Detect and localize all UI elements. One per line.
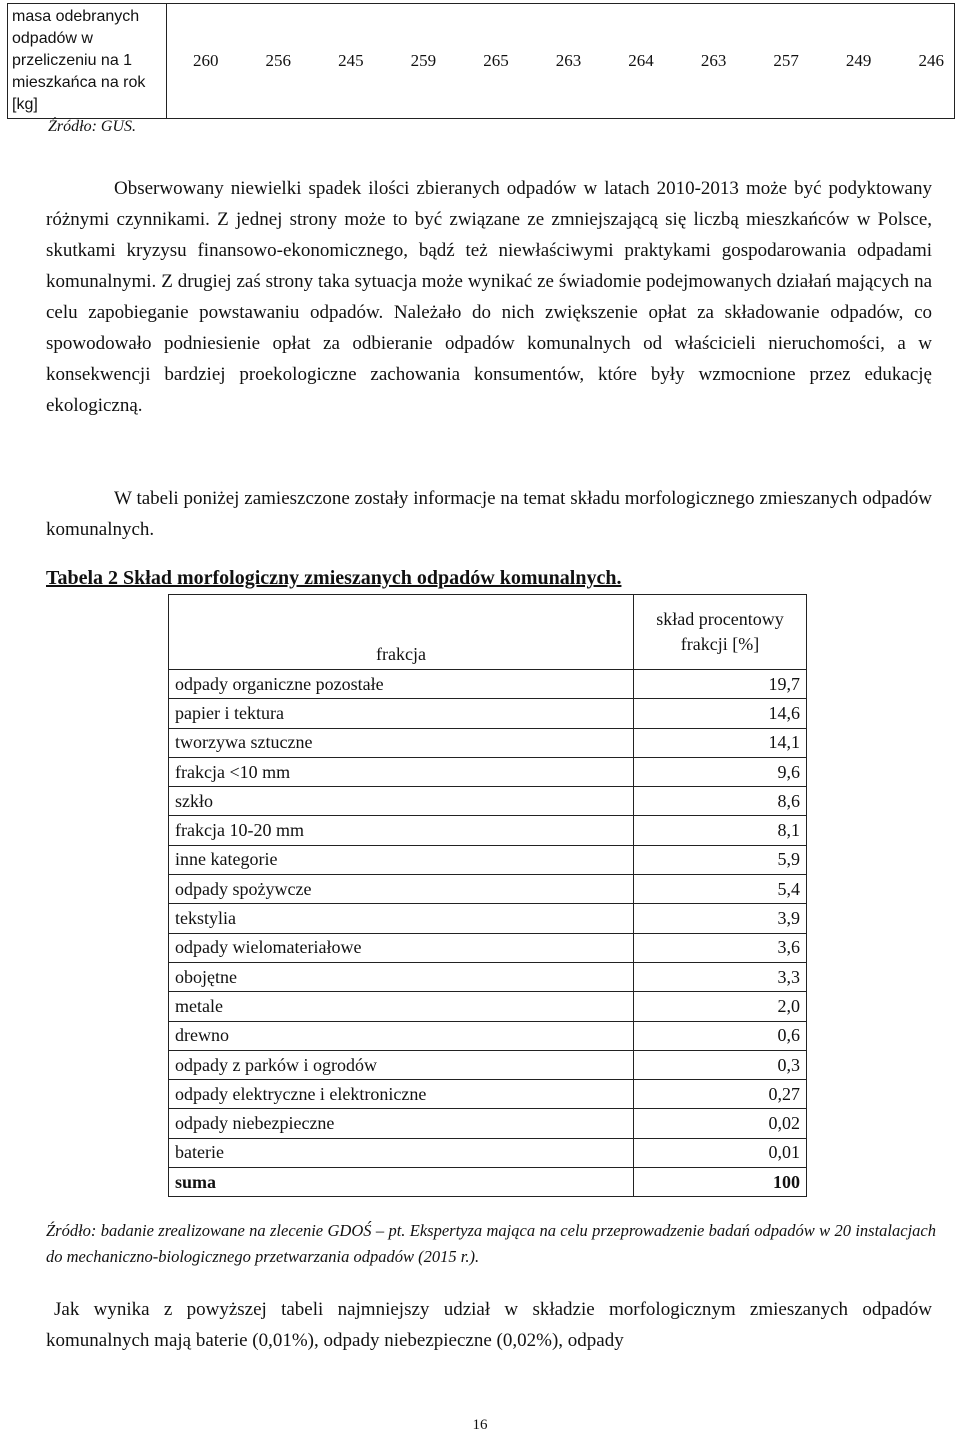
table-row [169, 845, 807, 874]
sum-value: 100 [634, 1168, 807, 1197]
fraction-percent: 0,02 [634, 1109, 807, 1138]
fraction-name: frakcja 10-20 mm [169, 816, 634, 845]
page-number: 16 [472, 1417, 488, 1433]
year-value: 259 [410, 51, 437, 70]
fraction-name: papier i tektura [169, 699, 634, 728]
fraction-percent: 3,3 [634, 962, 807, 991]
fraction-percent: 5,9 [634, 845, 807, 874]
waste-per-capita-table [7, 3, 955, 119]
fraction-percent: 8,6 [634, 787, 807, 816]
morphology-table [168, 594, 807, 1197]
table-row [169, 904, 807, 933]
fraction-percent: 14,6 [634, 699, 807, 728]
fraction-name: odpady niebezpieczne [169, 1109, 634, 1138]
year-value: 260 [193, 51, 219, 70]
year-value: 249 [845, 51, 872, 70]
table-title: Tabela 2 Skład morfologiczny zmieszanych odpadów komunalnych. [46, 567, 622, 589]
fraction-percent: 3,9 [634, 904, 807, 933]
fraction-percent: 9,6 [634, 757, 807, 786]
fraction-name: tworzywa sztuczne [169, 728, 634, 757]
fraction-name: obojętne [169, 962, 634, 991]
table-row [169, 670, 807, 699]
header-percent: skład procentowy frakcji [%] [634, 595, 807, 670]
fraction-percent: 5,4 [634, 875, 807, 904]
fraction-percent: 14,1 [634, 728, 807, 757]
fraction-percent: 8,1 [634, 816, 807, 845]
fraction-percent: 0,6 [634, 1021, 807, 1050]
table-row [169, 1080, 807, 1109]
table-row [169, 933, 807, 962]
year-value: 263 [555, 51, 582, 70]
fraction-name: frakcja <10 mm [169, 757, 634, 786]
fraction-percent: 2,0 [634, 992, 807, 1021]
source-note-gus: Źródło: GUS. [48, 118, 137, 135]
year-value: 265 [483, 51, 509, 70]
fraction-name: odpady z parków i ogrodów [169, 1050, 634, 1079]
table-row [169, 699, 807, 728]
sum-label: suma [169, 1168, 634, 1197]
fraction-name: szkło [169, 787, 634, 816]
table-row [169, 787, 807, 816]
table-row [169, 1021, 807, 1050]
fraction-name: tekstylia [169, 904, 634, 933]
table-row [169, 875, 807, 904]
year-value: 263 [700, 51, 727, 70]
table-row [169, 1050, 807, 1079]
year-value: 245 [338, 51, 364, 70]
year-value: 257 [773, 51, 799, 70]
row-label: masa odebranych odpadów w przeliczeniu na 1 mieszkańca na rok [kg] [12, 8, 146, 113]
fraction-name: odpady spożywcze [169, 875, 634, 904]
row-values [167, 51, 954, 71]
paragraph-intro: Obserwowany niewielki spadek ilości zbieranych odpadów w latach 2010-2013 może być podyktowany różnymi czynnikami. Z jednej strony może to być związane ze zmniejszającą się liczbą mieszkańców w Polsce, skutkami kryzysu finansowo-ekonomicznego, bądź też niewłaściwymi praktykami gospodarowania odpadami komunalnymi. Z drugiej zaś strony taka sytuacja może wynikać ze świadomie podejmowanych działań mających na celu zapobieganie powstawaniu odpadów. Należało do nich zwiększenie opłat za składowanie odpadów, co spowodowało podniesienie opłat za odbieranie odpadów komunalnych od właścicieli nieruchomości, a w konsekwencji bardziej proekologiczne zachowania konsumentów, które były wzmocnione przez edukację ekologiczną. [46, 178, 932, 416]
fraction-percent: 19,7 [634, 670, 807, 699]
sum-row [169, 1168, 807, 1197]
year-value: 246 [918, 51, 944, 70]
fraction-name: odpady elektryczne i elektroniczne [169, 1080, 634, 1109]
table-row [169, 962, 807, 991]
fraction-name: metale [169, 992, 634, 1021]
fraction-name: baterie [169, 1138, 634, 1167]
fraction-percent: 0,27 [634, 1080, 807, 1109]
fraction-percent: 3,6 [634, 933, 807, 962]
source-note-survey: Źródło: badanie zrealizowane na zlecenie GDOŚ – pt. Ekspertyza mająca na celu przeprowadzenie badań odpadów w 20 instalacjach do mechaniczno-biologicznego przetwarzania odpadów (2015 r.). [46, 1221, 936, 1266]
paragraph-table-intro: W tabeli poniżej zamieszczone zostały informacje na temat składu morfologicznego zmieszanych odpadów komunalnych. [46, 488, 932, 540]
table-row [169, 992, 807, 1021]
table-row [169, 816, 807, 845]
fraction-name: drewno [169, 1021, 634, 1050]
table-row [169, 728, 807, 757]
paragraph-conclusion: Jak wynika z powyższej tabeli najmniejszy udział w składzie morfologicznym zmieszanych odpadów komunalnych mają baterie (0,01%), odpady niebezpieczne (0,02%), odpady [46, 1299, 932, 1351]
year-value: 264 [628, 51, 654, 70]
table-row [169, 1109, 807, 1138]
header-fraction: frakcja [169, 595, 634, 670]
year-value: 256 [265, 51, 292, 70]
fraction-name: inne kategorie [169, 845, 634, 874]
fraction-percent: 0,3 [634, 1050, 807, 1079]
table-row [169, 757, 807, 786]
fraction-name: odpady wielomateriałowe [169, 933, 634, 962]
table-row [169, 1138, 807, 1167]
fraction-name: odpady organiczne pozostałe [169, 670, 634, 699]
fraction-percent: 0,01 [634, 1138, 807, 1167]
